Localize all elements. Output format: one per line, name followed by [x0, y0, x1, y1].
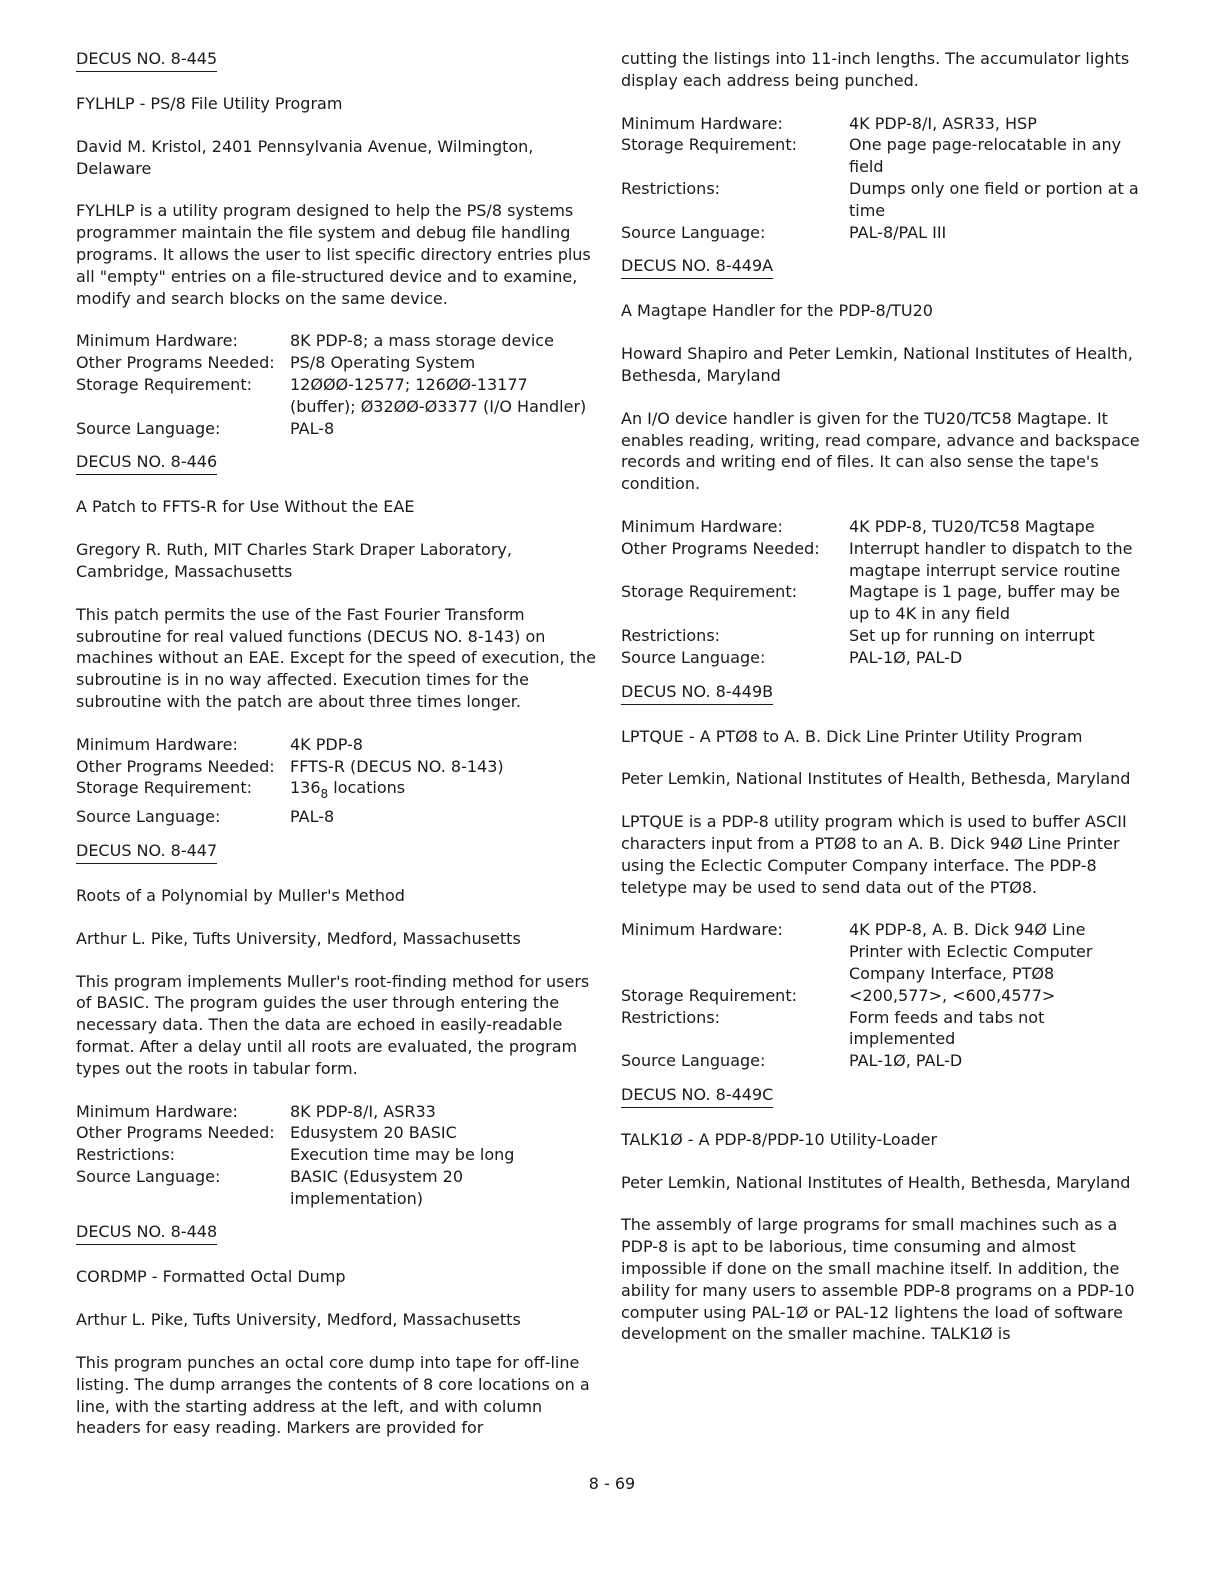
entry-8-449a	[621, 255, 1141, 668]
entry-description: An I/O device handler is given for the TU20/TC58 Magtape. It enables reading, writing, read compare, advance and backspace records and writing end of files. It can also sense the tape's condition.	[621, 408, 1140, 494]
spec-row	[76, 806, 504, 828]
spec-key: Source Language:	[76, 1166, 221, 1186]
spec-table	[76, 1101, 598, 1210]
spec-key: Restrictions:	[621, 1007, 721, 1027]
spec-row	[76, 1122, 598, 1144]
spec-key: Source Language:	[76, 418, 221, 438]
spec-value: PS/8 Operating System	[290, 353, 476, 373]
spec-table	[621, 516, 1141, 669]
spec-key: Minimum Hardware:	[621, 920, 783, 940]
spec-table	[76, 330, 598, 439]
spec-row	[621, 113, 1141, 135]
spec-key: Storage Requirement:	[621, 582, 797, 602]
entry-8-447	[76, 840, 598, 1210]
entry-8-445	[76, 48, 598, 439]
entry-description: LPTQUE is a PDP-8 utility program which is used to buffer ASCII characters input from a PTØ8 to an A. B. Dick 94Ø Line Printer using the Eclectic Computer Company interface. The PDP-8 teletype may be used to send data out of the PTØ8.	[621, 812, 1127, 897]
spec-row	[621, 625, 1141, 647]
entry-description: The assembly of large programs for small machines such as a PDP-8 is apt to be laborious, time consuming and almost impossible if done on the small machine itself. In addition, the ability for many users to assemble PDP-8 programs on a PDP-10 computer using PAL-1Ø or PAL-12 lightens the load of software development on the smaller machine. TALK1Ø is	[621, 1215, 1135, 1344]
entry-description-continued: cutting the listings into 11-inch lengths. The accumulator lights display each address being punched.	[621, 49, 1130, 90]
entry-heading: DECUS NO. 8-447	[76, 840, 217, 864]
spec-table	[621, 919, 1141, 1072]
entry-title: A Patch to FFTS-R for Use Without the EAE	[76, 497, 415, 517]
spec-value: Interrupt handler to dispatch to the magtape interrupt service routine	[849, 538, 1133, 580]
spec-key: Source Language:	[621, 222, 766, 242]
spec-row	[621, 134, 1141, 178]
entry-8-449c	[621, 1084, 1141, 1345]
spec-row	[621, 1007, 1141, 1051]
entry-heading: DECUS NO. 8-449C	[621, 1084, 773, 1108]
spec-value: Dumps only one field or portion at a time	[849, 178, 1139, 220]
spec-value: PAL-8/PAL III	[849, 222, 947, 242]
spec-value: Execution time may be long	[290, 1145, 515, 1165]
spec-row	[76, 756, 504, 778]
spec-key: Storage Requirement:	[621, 985, 797, 1005]
entry-author: Gregory R. Ruth, MIT Charles Stark Draper Laboratory, Cambridge, Massachusetts	[76, 540, 512, 581]
entry-heading: DECUS NO. 8-449A	[621, 255, 773, 279]
entry-8-448	[76, 1221, 598, 1439]
entry-heading: DECUS NO. 8-449B	[621, 681, 773, 705]
spec-value: 4K PDP-8, A. B. Dick 94Ø Line Printer with Eclectic Computer Company Interface, PTØ8	[849, 920, 1093, 983]
octal-subscript: 8	[320, 787, 329, 802]
entry-author: Peter Lemkin, National Institutes of Health, Bethesda, Maryland	[621, 769, 1131, 789]
spec-row	[76, 374, 598, 418]
entry-heading: DECUS NO. 8-446	[76, 451, 217, 475]
spec-row	[76, 1144, 598, 1166]
spec-value	[290, 777, 504, 806]
entry-title: TALK1Ø - A PDP-8/PDP-10 Utility-Loader	[621, 1129, 938, 1149]
spec-row	[621, 178, 1141, 222]
entry-description: This program implements Muller's root-finding method for users of BASIC. The program guides the user through entering the necessary data. Then the data are echoed in easily-readable format. After a delay until all roots are evaluated, the program types out the roots in tabular form.	[76, 971, 590, 1078]
spec-table	[76, 734, 504, 828]
spec-value: Form feeds and tabs not implemented	[849, 1007, 1045, 1049]
entry-description: FYLHLP is a utility program designed to help the PS/8 systems programmer maintain the file system and debug file handling programs. It allows the user to list specific directory entries plus all "empty" entries on a file-structured device and to examine, modify and search blocks on the same device.	[76, 201, 591, 308]
spec-value: 4K PDP-8, TU20/TC58 Magtape	[849, 516, 1095, 536]
entry-title: LPTQUE - A PTØ8 to A. B. Dick Line Printer Utility Program	[621, 726, 1083, 746]
spec-value: PAL-8	[290, 807, 335, 827]
entry-author: David M. Kristol, 2401 Pennsylvania Avenue, Wilmington, Delaware	[76, 136, 534, 178]
spec-key: Restrictions:	[621, 178, 721, 198]
spec-value: Set up for running on interrupt	[849, 625, 1095, 645]
spec-key: Minimum Hardware:	[76, 1101, 238, 1121]
spec-row	[76, 734, 504, 756]
entry-title: A Magtape Handler for the PDP-8/TU20	[621, 301, 933, 321]
spec-row	[621, 516, 1141, 538]
page-number: 8 - 69	[588, 1474, 636, 1493]
spec-row	[621, 538, 1141, 582]
entry-title: CORDMP - Formatted Octal Dump	[76, 1267, 346, 1287]
entry-description: This program punches an octal core dump into tape for off-line listing. The dump arranges the contents of 8 core locations on a line, with the starting address at the left, and with column headers for easy reading. Markers are provided for	[76, 1353, 590, 1438]
spec-key: Minimum Hardware:	[76, 734, 238, 754]
spec-value: <200,577>, <600,4577>	[849, 985, 1056, 1005]
entry-author: Peter Lemkin, National Institutes of Health, Bethesda, Maryland	[621, 1172, 1131, 1192]
spec-row	[621, 985, 1141, 1007]
spec-key: Minimum Hardware:	[621, 113, 783, 133]
spec-key: Minimum Hardware:	[76, 331, 238, 351]
spec-row	[76, 1166, 598, 1210]
entry-title: Roots of a Polynomial by Muller's Method	[76, 885, 405, 905]
entry-author: Howard Shapiro and Peter Lemkin, National Institutes of Health, Bethesda, Maryland	[621, 344, 1133, 385]
entry-8-446	[76, 451, 598, 828]
spec-row	[621, 647, 1141, 669]
spec-key: Other Programs Needed:	[621, 538, 820, 558]
spec-value: 8K PDP-8/I, ASR33	[290, 1101, 436, 1121]
entry-8-448-continued	[621, 48, 1141, 243]
spec-table	[621, 113, 1141, 244]
spec-row	[76, 418, 598, 440]
spec-value: FFTS-R (DECUS NO. 8-143)	[290, 756, 504, 776]
entry-heading: DECUS NO. 8-445	[76, 48, 217, 72]
spec-value: PAL-8	[290, 418, 335, 438]
spec-row	[621, 1050, 1141, 1072]
spec-key: Source Language:	[76, 807, 221, 827]
spec-key: Other Programs Needed:	[76, 756, 275, 776]
spec-value: Magtape is 1 page, buffer may be up to 4K in any field	[849, 582, 1120, 624]
spec-row	[76, 330, 598, 352]
spec-row	[621, 581, 1141, 625]
spec-row	[621, 919, 1141, 984]
storage-value: 136	[290, 778, 321, 798]
spec-row	[76, 352, 598, 374]
spec-row	[76, 777, 504, 806]
spec-key: Storage Requirement:	[76, 778, 252, 798]
spec-key: Storage Requirement:	[76, 374, 252, 394]
entry-author: Arthur L. Pike, Tufts University, Medford, Massachusetts	[76, 928, 521, 948]
spec-value: 8K PDP-8; a mass storage device	[290, 331, 554, 351]
spec-value: PAL-1Ø, PAL-D	[849, 1051, 963, 1071]
entry-heading: DECUS NO. 8-448	[76, 1221, 217, 1245]
spec-key: Source Language:	[621, 647, 766, 667]
entry-description: This patch permits the use of the Fast Fourier Transform subroutine for real valued functions (DECUS NO. 8-143) on machines without an EAE. Except for the speed of execution, the subroutine is in no way affected. Execution times for the subroutine with the patch are about three times longer.	[76, 604, 596, 711]
entry-8-449b	[621, 681, 1141, 1072]
left-column	[76, 48, 598, 1439]
spec-value: BASIC (Edusystem 20 implementation)	[290, 1166, 463, 1208]
spec-row	[621, 222, 1141, 244]
spec-key: Minimum Hardware:	[621, 516, 783, 536]
right-column	[621, 48, 1141, 1345]
storage-unit: locations	[328, 778, 406, 798]
spec-value: 12ØØØ-12577; 126ØØ-13177 (buffer); Ø32ØØ-Ø3377 (I/O Handler)	[290, 374, 587, 416]
spec-value: 4K PDP-8/I, ASR33, HSP	[849, 113, 1037, 133]
spec-value: PAL-1Ø, PAL-D	[849, 647, 963, 667]
spec-key: Other Programs Needed:	[76, 1123, 275, 1143]
spec-value: Edusystem 20 BASIC	[290, 1123, 457, 1143]
spec-key: Source Language:	[621, 1051, 766, 1071]
spec-value: One page page-relocatable in any field	[849, 135, 1122, 177]
spec-key: Restrictions:	[621, 625, 721, 645]
spec-key: Restrictions:	[76, 1145, 176, 1165]
spec-key: Storage Requirement:	[621, 135, 797, 155]
spec-key: Other Programs Needed:	[76, 353, 275, 373]
entry-author: Arthur L. Pike, Tufts University, Medford, Massachusetts	[76, 1310, 521, 1330]
entry-title: FYLHLP - PS/8 File Utility Program	[76, 94, 343, 113]
spec-row	[76, 1101, 598, 1123]
spec-value: 4K PDP-8	[290, 734, 363, 754]
